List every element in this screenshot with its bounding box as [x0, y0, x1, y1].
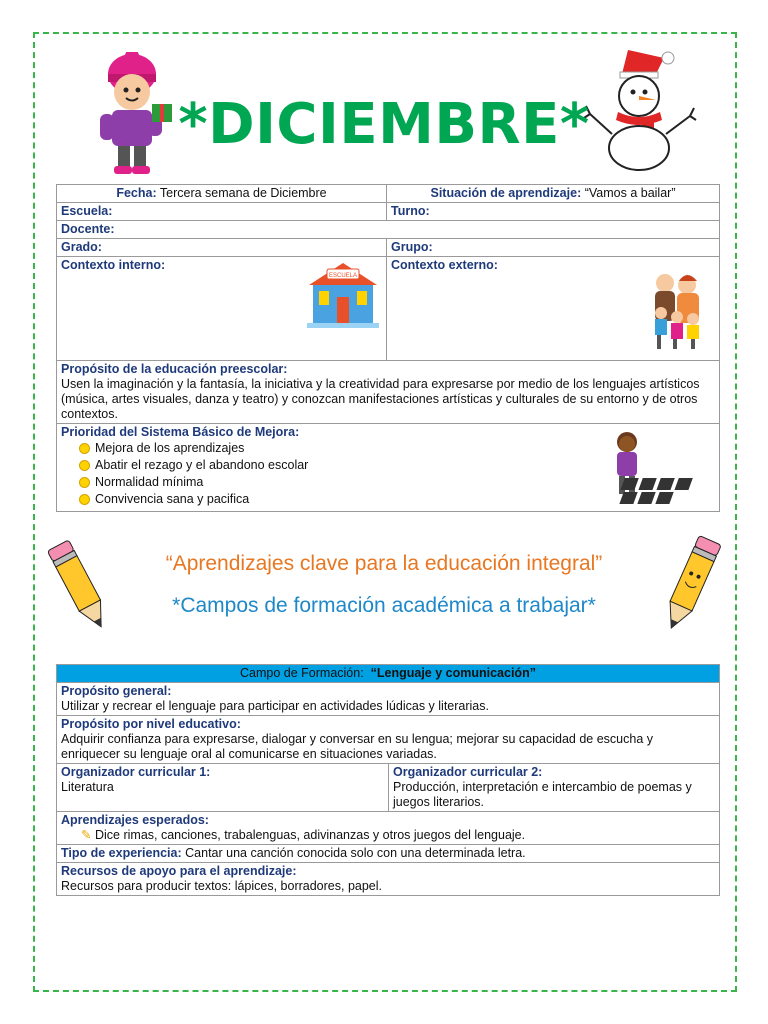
pencil-bullet-icon: ✎	[81, 828, 92, 842]
grado-cell	[57, 239, 387, 257]
fecha-cell	[57, 185, 387, 203]
prioridad-item-text: Abatir el rezago y el abandono escolar	[95, 458, 309, 472]
campo-header-value: “Lenguaje y comunicación”	[370, 666, 536, 680]
fecha-value: Tercera semana de Diciembre	[159, 186, 327, 200]
list-item	[61, 828, 715, 843]
contexto-interno-label: Contexto interno:	[61, 258, 166, 272]
tipo-experiencia-label: Tipo de experiencia:	[61, 846, 182, 860]
aprendizajes-cell	[57, 812, 720, 845]
proposito-preescolar-text: Usen la imaginación y la fantasía, la iniciativa y la creatividad para expresarse por medio de los lenguajes artísticos (música, artes visuales, danza y teatro) y conozcan manifestaciones artísticas y culturales de su entorno y de otros contextos.	[61, 377, 700, 421]
planning-header-table	[56, 184, 720, 512]
organizador-1-label: Organizador curricular 1:	[61, 765, 211, 779]
prioridad-item-text: Mejora de los aprendizajes	[95, 441, 245, 455]
organizador-1-cell	[57, 764, 389, 812]
school-sign-text: ESCUELA	[328, 273, 358, 279]
situacion-label: Situación de aprendizaje:	[430, 186, 582, 200]
proposito-general-text: Utilizar y recrear el lenguaje para participar en actividades lúdicas y literarias.	[61, 699, 489, 713]
recursos-label: Recursos de apoyo para el aprendizaje:	[61, 864, 297, 878]
family-illustration	[649, 267, 707, 351]
school-building-icon	[305, 261, 381, 329]
headline: “Aprendizajes clave para la educación integral”	[165, 552, 603, 575]
turno-cell	[387, 203, 720, 221]
aprendizajes-list	[61, 828, 715, 843]
tipo-experiencia-cell	[57, 845, 720, 863]
docente-label: Docente:	[61, 222, 115, 236]
proposito-nivel-text: Adquirir confianza para expresarse, dialogar y conversar en su lengua; mejorar su capacidad de escucha y enriquecer su lenguaje oral al comunicarse en situaciones variadas.	[61, 732, 653, 761]
subheadline: *Campos de formación académica a trabajar*	[172, 594, 596, 617]
pencil-right-illustration	[656, 534, 724, 638]
hopscotch-girl-illustration	[607, 428, 715, 508]
organizador-2-label: Organizador curricular 2:	[393, 765, 543, 779]
docente-cell	[57, 221, 720, 239]
organizador-2-text: Producción, interpretación e intercambio de poemas y juegos literarios.	[393, 780, 692, 809]
proposito-preescolar-label: Propósito de la educación preescolar:	[61, 362, 288, 376]
bullet-icon	[79, 494, 90, 505]
proposito-general-label: Propósito general:	[61, 684, 172, 698]
turno-label: Turno:	[391, 204, 430, 218]
proposito-general-cell	[57, 683, 720, 716]
prioridad-item-text: Normalidad mínima	[95, 475, 204, 489]
prioridad-label: Prioridad del Sistema Básico de Mejora:	[61, 425, 300, 439]
campo-header	[57, 665, 720, 683]
campo-formacion-table	[56, 664, 720, 896]
recursos-text: Recursos para producir textos: lápices, borradores, papel.	[61, 879, 382, 893]
proposito-nivel-cell	[57, 716, 720, 764]
bullet-icon	[79, 443, 90, 454]
fecha-label: Fecha:	[116, 186, 157, 200]
contexto-interno-cell	[57, 257, 387, 361]
contexto-externo-cell	[387, 257, 720, 361]
recursos-cell	[57, 863, 720, 896]
contexto-externo-label: Contexto externo:	[391, 258, 498, 272]
organizador-2-cell	[389, 764, 720, 812]
prioridad-item-text: Convivencia sana y pacifica	[95, 492, 250, 506]
grado-label: Grado:	[61, 240, 102, 254]
bullet-icon	[79, 460, 90, 471]
grupo-label: Grupo:	[391, 240, 433, 254]
tipo-experiencia-text: Cantar una canción conocida solo con una determinada letra.	[185, 846, 526, 860]
page-title: *DICIEMBRE*	[178, 92, 590, 157]
escuela-label: Escuela:	[61, 204, 113, 218]
organizador-1-text: Literatura	[61, 780, 114, 794]
escuela-cell	[57, 203, 387, 221]
aprendizajes-text: Dice rimas, canciones, trabalenguas, adivinanzas y otros juegos del lenguaje.	[95, 828, 526, 842]
aprendizajes-label: Aprendizajes esperados:	[61, 813, 209, 827]
prioridad-cell	[57, 424, 720, 512]
proposito-preescolar-cell	[57, 361, 720, 424]
campo-header-label: Campo de Formación:	[240, 666, 364, 680]
situacion-cell	[387, 185, 720, 203]
proposito-nivel-label: Propósito por nivel educativo:	[61, 717, 241, 731]
bullet-icon	[79, 477, 90, 488]
situacion-value: “Vamos a bailar”	[584, 186, 676, 200]
grupo-cell	[387, 239, 720, 257]
